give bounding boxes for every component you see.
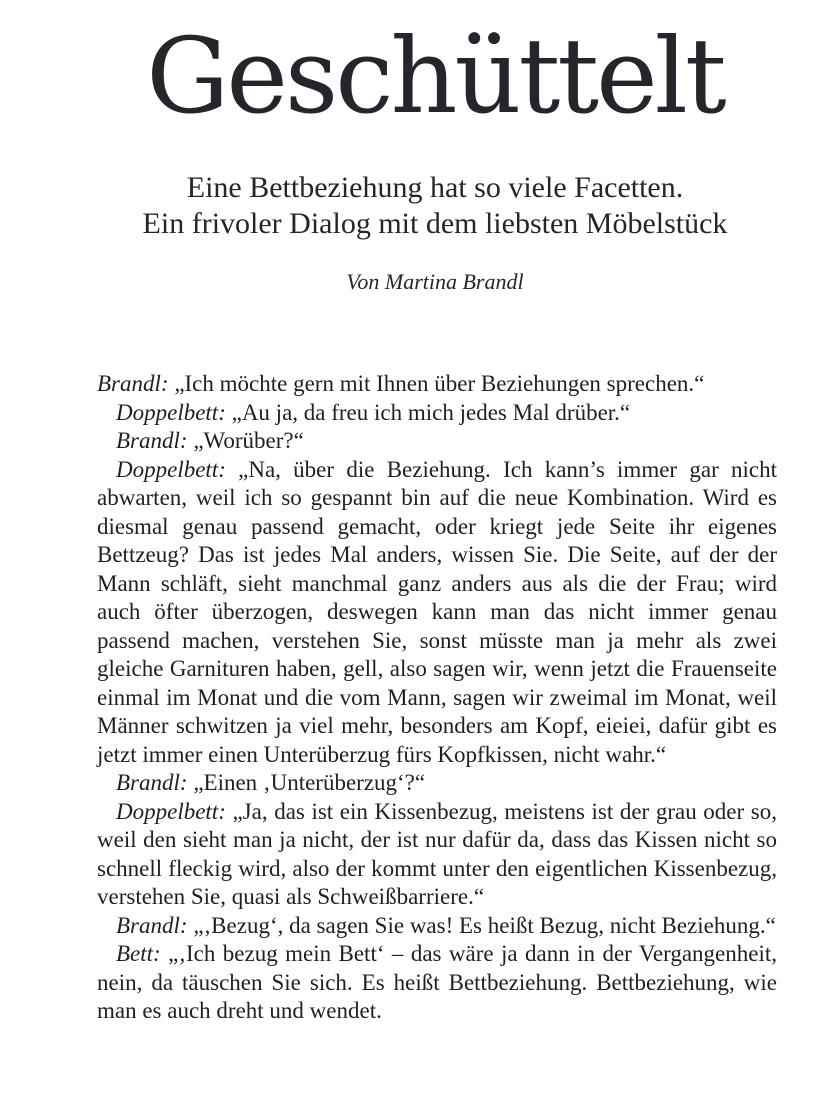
dialog-paragraph: [97, 456, 777, 770]
article-title: Geschüttelt: [146, 15, 724, 137]
subtitle-line: Ein frivoler Dialog mit dem liebsten Möbelstück: [142, 207, 728, 240]
dialog-paragraph: [97, 940, 777, 1026]
dialog-paragraph: [97, 798, 777, 912]
dialog-paragraph: [97, 427, 777, 456]
speaker-name: Doppelbett:: [116, 399, 226, 425]
speaker-name: Brandl:: [97, 371, 169, 396]
dialog-text: „Na, über die Beziehung. Ich kann’s immer gar nicht abwarten, weil ich so gespannt bin auf die neue Kombination. Wird es diesmal genau passend gemacht, oder kriegt jede Seite ihr eigenes Bettzeug? Das ist jedes Mal anders, wissen Sie. Die Seite, auf der der Mann schläft, sieht manchmal ganz anders aus als die der Frau; wird auch öfter überzogen, deswegen kann man das nicht immer genau passend machen, verstehen Sie, sonst müsste man ja mehr als zwei gleiche Garnituren haben, gell, also sagen wir, wenn jetzt die Frauenseite einmal im Monat und die vom Mann, sagen wir zweimal im Monat, weil Männer schwitzen ja viel mehr, besonders am Kopf, eieiei, dafür gibt es jetzt immer einen Unterüberzug fürs Kopfkissen, nicht wahr.“: [97, 456, 777, 767]
byline: Von Martina Brandl: [346, 269, 524, 294]
dialog-text: „Au ja, da freu ich mich jedes Mal drüber.“: [225, 399, 631, 425]
dialog-text: „‚Bezug‘, da sagen Sie was! Es heißt Bezug, nicht Beziehung.“: [187, 912, 776, 938]
speaker-name: Brandl:: [116, 912, 188, 938]
speaker-name: Brandl:: [116, 770, 188, 795]
speaker-name: Bett:: [116, 941, 161, 966]
dialog-text: „Ich möchte gern mit Ihnen über Beziehungen sprechen.“: [168, 371, 705, 396]
speaker-name: Doppelbett:: [116, 456, 226, 482]
subtitle-line: Eine Bettbeziehung hat so viele Facetten.: [186, 171, 684, 204]
dialog-text: „Worüber?“: [187, 428, 304, 453]
dialog-paragraph: [97, 370, 777, 399]
dialog-paragraph: [97, 769, 777, 798]
dialog-text: „‚Ich bezug mein Bett‘ – das wäre ja dann in der Vergangenheit, nein, da täuschen Sie sich. Es heißt Bettbeziehung. Bettbeziehung, wie man es auch dreht und wendet.: [97, 941, 777, 1023]
dialog-text: „Einen ‚Unterüberzug‘?“: [187, 770, 426, 795]
article-subtitle: [0, 170, 822, 242]
dialog-paragraph: [97, 912, 777, 941]
speaker-name: Doppelbett:: [116, 798, 226, 824]
speaker-name: Brandl:: [116, 428, 188, 453]
dialog-text: „Ja, das ist ein Kissenbezug, meistens ist der grau oder so, weil den sieht man ja nicht, der ist nur dafür da, dass das Kissen nicht so schnell fleckig wird, also der kommt unter den eigentlichen Kissenbezug, verstehen Sie, quasi als Schweißbarriere.“: [97, 798, 777, 909]
dialog-paragraph: [97, 399, 777, 428]
article-body: [97, 370, 777, 1026]
